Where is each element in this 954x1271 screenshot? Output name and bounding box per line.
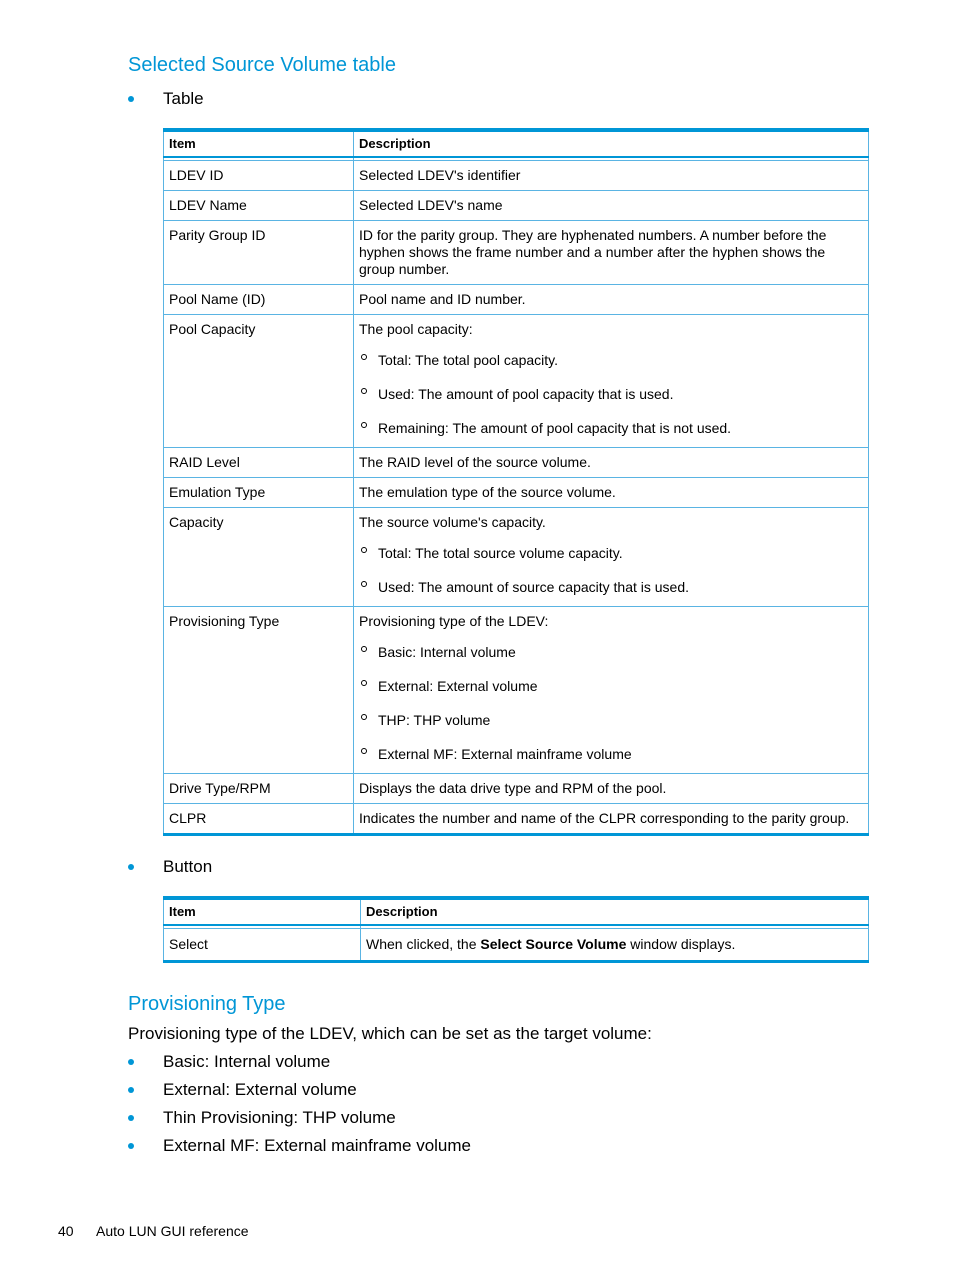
sub-list-item: THP: THP volume bbox=[359, 712, 863, 729]
row-item: Provisioning Type bbox=[164, 607, 354, 774]
bullet-dot-icon bbox=[128, 1087, 134, 1093]
row-item: LDEV ID bbox=[164, 161, 354, 191]
table-row bbox=[164, 285, 869, 315]
page-number: 40 bbox=[58, 1223, 74, 1239]
list-item-text: External MF: External mainframe volume bbox=[163, 1136, 471, 1155]
table-row bbox=[164, 448, 869, 478]
list-item-text: External: External volume bbox=[163, 1080, 357, 1099]
row-description bbox=[354, 161, 869, 191]
bullet-dot-icon bbox=[128, 96, 134, 102]
table-row bbox=[164, 929, 869, 962]
row-description-text: The emulation type of the source volume. bbox=[359, 484, 616, 500]
row-item: Emulation Type bbox=[164, 478, 354, 508]
row-description-text: Pool name and ID number. bbox=[359, 291, 526, 307]
column-header-description: Description bbox=[354, 130, 869, 157]
row-description-text: Provisioning type of the LDEV: bbox=[359, 613, 549, 629]
column-header-item: Item bbox=[164, 898, 361, 925]
table-header-row bbox=[164, 898, 869, 925]
desc-text-before: When clicked, the bbox=[366, 936, 481, 952]
row-description bbox=[354, 508, 869, 607]
row-description bbox=[354, 478, 869, 508]
selected-source-volume-table bbox=[163, 128, 869, 836]
bullet-label: Button bbox=[163, 857, 213, 876]
table-row bbox=[164, 774, 869, 804]
row-description bbox=[354, 607, 869, 774]
row-item: Parity Group ID bbox=[164, 221, 354, 285]
footer-title: Auto LUN GUI reference bbox=[96, 1223, 249, 1239]
row-description-text: Selected LDEV's name bbox=[359, 197, 503, 213]
sub-list-item: Total: The total pool capacity. bbox=[359, 352, 863, 369]
row-description-text: Displays the data drive type and RPM of the pool. bbox=[359, 780, 667, 796]
row-description bbox=[354, 774, 869, 804]
row-description-text: The pool capacity: bbox=[359, 321, 473, 337]
sub-list-item: Total: The total source volume capacity. bbox=[359, 545, 863, 562]
table-row bbox=[164, 478, 869, 508]
row-item: CLPR bbox=[164, 804, 354, 835]
row-item: LDEV Name bbox=[164, 191, 354, 221]
row-item: Drive Type/RPM bbox=[164, 774, 354, 804]
button-table bbox=[163, 896, 869, 963]
row-item: Pool Capacity bbox=[164, 315, 354, 448]
row-description bbox=[354, 285, 869, 315]
row-description bbox=[361, 929, 869, 962]
row-description-text: The source volume's capacity. bbox=[359, 514, 546, 530]
row-item: Pool Name (ID) bbox=[164, 285, 354, 315]
row-description bbox=[354, 221, 869, 285]
table-row bbox=[164, 221, 869, 285]
column-header-description: Description bbox=[361, 898, 869, 925]
table-row bbox=[164, 508, 869, 607]
window-name-bold: Select Source Volume bbox=[480, 936, 627, 952]
list-item-text: Basic: Internal volume bbox=[163, 1052, 331, 1071]
bullet-dot-icon bbox=[128, 1115, 134, 1121]
table-row bbox=[164, 161, 869, 191]
sub-list bbox=[359, 352, 863, 437]
sub-list bbox=[359, 644, 863, 763]
sub-list-item: External MF: External mainframe volume bbox=[359, 746, 863, 763]
table-row bbox=[164, 607, 869, 774]
sub-list-item: External: External volume bbox=[359, 678, 863, 695]
row-item: RAID Level bbox=[164, 448, 354, 478]
bullet-dot-icon bbox=[128, 1059, 134, 1065]
row-description bbox=[354, 448, 869, 478]
row-item: Select bbox=[164, 929, 361, 962]
table-row bbox=[164, 315, 869, 448]
sub-list-item: Basic: Internal volume bbox=[359, 644, 863, 661]
section-heading-selected-source-volume: Selected Source Volume table bbox=[128, 54, 396, 76]
row-description bbox=[354, 315, 869, 448]
provisioning-intro-paragraph: Provisioning type of the LDEV, which can be set as the target volume: bbox=[128, 1024, 652, 1043]
table-header-row bbox=[164, 130, 869, 157]
bullet-dot-icon bbox=[128, 864, 134, 870]
row-description-text: The RAID level of the source volume. bbox=[359, 454, 591, 470]
section-heading-provisioning-type: Provisioning Type bbox=[128, 993, 286, 1015]
row-item: Capacity bbox=[164, 508, 354, 607]
bullet-dot-icon bbox=[128, 1143, 134, 1149]
table-row bbox=[164, 804, 869, 835]
column-header-item: Item bbox=[164, 130, 354, 157]
table-row bbox=[164, 191, 869, 221]
row-description-text: Selected LDEV's identifier bbox=[359, 167, 521, 183]
bullet-label: Table bbox=[163, 89, 204, 108]
desc-text-after: window displays. bbox=[626, 936, 736, 952]
sub-list-item: Used: The amount of pool capacity that is used. bbox=[359, 386, 863, 403]
sub-list-item: Used: The amount of source capacity that is used. bbox=[359, 579, 863, 596]
sub-list-item: Remaining: The amount of pool capacity that is not used. bbox=[359, 420, 863, 437]
row-description bbox=[354, 191, 869, 221]
sub-list bbox=[359, 545, 863, 596]
row-description-text: Indicates the number and name of the CLPR corresponding to the parity group. bbox=[359, 810, 850, 826]
row-description bbox=[354, 804, 869, 835]
row-description-text: ID for the parity group. They are hyphenated numbers. A number before the hyphen shows the frame number and a number after the hyphen shows the group number. bbox=[359, 227, 827, 277]
list-item-text: Thin Provisioning: THP volume bbox=[163, 1108, 396, 1127]
